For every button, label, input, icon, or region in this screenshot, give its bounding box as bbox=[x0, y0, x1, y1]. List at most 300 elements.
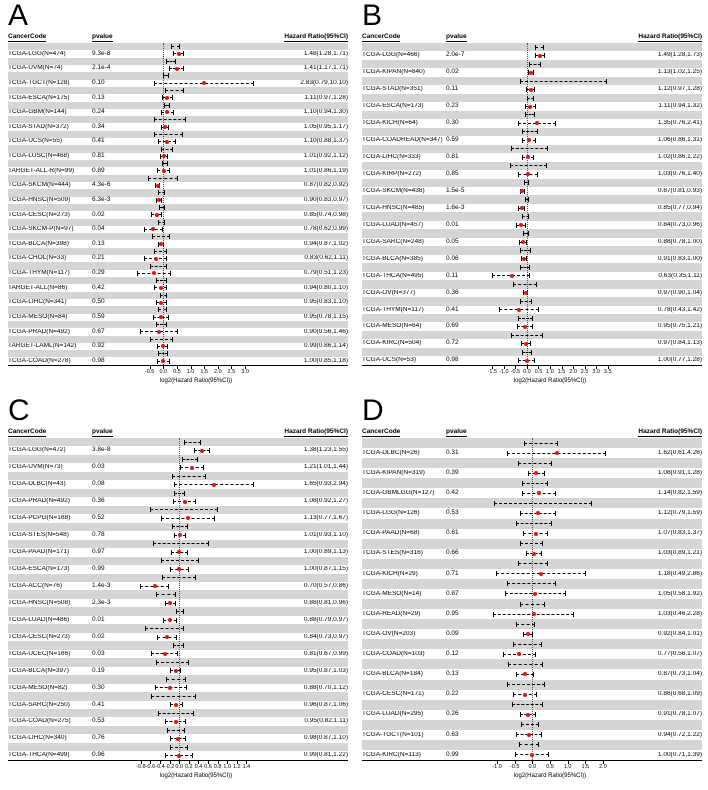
hazard-ratio-label: 0.92(0.84,1.01) bbox=[657, 630, 702, 637]
stripe-confidence-interval bbox=[510, 162, 547, 170]
pvalue-label: 2.1e-4 bbox=[92, 64, 111, 72]
forest-stripe bbox=[362, 599, 702, 609]
stripe-confidence-interval bbox=[518, 559, 548, 569]
panel-d bbox=[354, 395, 708, 790]
stripe-plot-cell bbox=[490, 519, 610, 529]
column-header-cancercode-text: CancerCode bbox=[8, 34, 46, 43]
pvalue-label: 0.71 bbox=[446, 569, 459, 577]
ci-dashed-line bbox=[520, 543, 543, 544]
stripe-confidence-interval bbox=[520, 539, 543, 549]
cancer-code-label: TCGA-BLCA(N=398) bbox=[8, 240, 69, 247]
forest-stripe bbox=[8, 321, 348, 328]
x-axis bbox=[362, 365, 702, 392]
column-header-cancercode bbox=[362, 429, 446, 438]
forest-row bbox=[8, 109, 348, 116]
pvalue-label: 0.42 bbox=[446, 489, 459, 497]
ci-dashed-line bbox=[154, 251, 167, 252]
stripe-plot-cell bbox=[136, 455, 256, 463]
ci-dashed-line bbox=[148, 178, 178, 179]
stripe-plot-cell bbox=[136, 72, 256, 79]
ci-dashed-line bbox=[512, 704, 543, 705]
cancer-code-label: TCGA-LGG(N=466) bbox=[362, 52, 420, 59]
axis-tick-label: 0.5 bbox=[534, 369, 543, 375]
forest-stripe bbox=[8, 607, 348, 615]
forest-row bbox=[8, 226, 348, 233]
row-plot-cell bbox=[136, 284, 256, 291]
stripe-plot-cell bbox=[490, 740, 610, 750]
pvalue-label: 0.41 bbox=[92, 137, 105, 145]
hazard-ratio-label: 1.14(0.82,1.59) bbox=[657, 490, 702, 497]
stripe-confidence-interval bbox=[158, 306, 168, 313]
hazard-ratio-label: 0.63(0.35,1.11) bbox=[658, 272, 702, 279]
column-header-pvalue bbox=[446, 429, 490, 438]
hazard-ratio-label: 1.00(0.77,1.28) bbox=[657, 357, 702, 364]
cancer-code-label: TCGA-KIRC(N=504) bbox=[362, 340, 422, 347]
ci-dashed-line bbox=[513, 644, 542, 645]
stripe-confidence-interval bbox=[527, 94, 534, 102]
cancer-code-label: TCGA-COAD(N=278) bbox=[8, 357, 71, 364]
forest-stripe bbox=[362, 246, 702, 254]
stripe-confidence-interval bbox=[145, 624, 184, 632]
forest-stripe bbox=[8, 641, 348, 649]
forest-stripe bbox=[8, 292, 348, 299]
forest-stripe bbox=[362, 498, 702, 508]
stripe-plot-cell bbox=[136, 624, 256, 632]
row-plot-cell bbox=[136, 211, 256, 218]
stripe-plot-cell bbox=[136, 743, 256, 751]
pvalue-label: 0.13 bbox=[446, 670, 459, 678]
ci-dashed-line bbox=[171, 46, 180, 47]
pvalue-label: 0.50 bbox=[92, 298, 105, 306]
cancer-code-label: TCGA-KICH(N=64) bbox=[362, 120, 418, 127]
stripe-confidence-interval bbox=[523, 229, 529, 237]
forest-row bbox=[362, 508, 702, 518]
pvalue-label: 0.61 bbox=[446, 529, 459, 537]
row-plot-cell bbox=[490, 549, 610, 559]
hazard-ratio-label: 0.94(0.80,1.10) bbox=[303, 284, 348, 291]
ci-dashed-line bbox=[158, 713, 194, 714]
row-plot-cell bbox=[136, 226, 256, 233]
x-axis-label: log2(Hazard Ratio(95%CI)) bbox=[159, 773, 233, 779]
row-plot-cell bbox=[136, 240, 256, 247]
axis-tick-label: -1.0 bbox=[492, 764, 502, 770]
pvalue-label: 0.39 bbox=[446, 468, 459, 476]
point-estimate-dot bbox=[155, 213, 159, 217]
row-plot-cell bbox=[136, 357, 256, 364]
forest-stripe bbox=[362, 43, 702, 51]
forest-stripe bbox=[8, 277, 348, 284]
forest-row bbox=[8, 240, 348, 247]
row-plot-cell bbox=[490, 730, 610, 740]
hazard-ratio-label: 1.03(0.46,2.28) bbox=[657, 610, 702, 617]
axis-tick-label: 1.5 bbox=[557, 369, 566, 375]
stripe-confidence-interval bbox=[508, 659, 543, 669]
cancer-code-label: TCGA-COAD(N=275) bbox=[8, 718, 71, 725]
forest-rows bbox=[8, 43, 348, 365]
forest-stripe bbox=[8, 204, 348, 211]
stripe-confidence-interval bbox=[152, 233, 170, 240]
stripe-plot-cell bbox=[136, 472, 256, 480]
row-plot-cell bbox=[490, 589, 610, 599]
cancer-code-label: TCGA-DLBC(N=26) bbox=[362, 449, 420, 456]
forest-row bbox=[362, 529, 702, 539]
forest-stripe bbox=[8, 506, 348, 514]
cancer-code-label: TCGA-BLCA(N=184) bbox=[362, 671, 423, 678]
stripe-confidence-interval bbox=[166, 58, 176, 65]
stripe-plot-cell bbox=[136, 160, 256, 167]
row-plot-cell bbox=[136, 123, 256, 130]
hazard-ratio-label: 0.88(0.78,1.00) bbox=[657, 238, 702, 245]
row-plot-cell bbox=[136, 197, 256, 204]
stripe-plot-cell bbox=[136, 131, 256, 138]
stripe-confidence-interval bbox=[158, 189, 165, 196]
forest-row bbox=[8, 153, 348, 160]
hazard-ratio-label: 0.99(0.81,1.22) bbox=[303, 752, 348, 759]
pvalue-label: 0.26 bbox=[446, 710, 459, 718]
ci-dashed-line bbox=[156, 662, 189, 663]
forest-row bbox=[362, 272, 702, 280]
forest-row bbox=[362, 322, 702, 330]
pvalue-label: 0.67 bbox=[92, 327, 105, 335]
axis-tick-label: 1.0 bbox=[223, 764, 232, 770]
forest-row bbox=[8, 667, 348, 675]
ci-dashed-line bbox=[156, 324, 167, 325]
stripe-confidence-interval bbox=[153, 540, 209, 548]
stripe-confidence-interval bbox=[516, 519, 551, 529]
stripe-confidence-interval bbox=[154, 131, 183, 138]
point-estimate-dot bbox=[529, 71, 533, 75]
pvalue-label: 0.02 bbox=[92, 210, 105, 218]
pvalue-label: 2.3e-3 bbox=[92, 598, 111, 606]
cancer-code-label: TCGA-HNSC(N=485) bbox=[362, 204, 425, 211]
hazard-ratio-label: 1.00(0.87,1.15) bbox=[303, 566, 348, 573]
stripe-plot-cell bbox=[490, 297, 610, 305]
forest-chart bbox=[8, 425, 348, 787]
ci-dashed-line bbox=[520, 301, 532, 302]
ci-dashed-line bbox=[182, 459, 199, 460]
cancer-code-label: TCGA-HNSC(N=509) bbox=[8, 196, 71, 203]
axis-tick-label: 2.0 bbox=[213, 369, 222, 375]
x-axis bbox=[8, 760, 348, 787]
forest-stripe bbox=[8, 131, 348, 138]
forest-row bbox=[8, 65, 348, 72]
forest-stripe bbox=[362, 539, 702, 549]
pvalue-label: 3.8e-8 bbox=[92, 446, 111, 454]
forest-stripe bbox=[362, 195, 702, 203]
stripe-confidence-interval bbox=[176, 607, 184, 615]
axis-tick-label: 0.6 bbox=[204, 764, 212, 770]
ci-dashed-line bbox=[162, 163, 168, 164]
panel-c bbox=[0, 395, 354, 790]
point-estimate-dot bbox=[177, 754, 181, 758]
x-axis-label: log2(Hazard Ratio(95%CI)) bbox=[513, 378, 587, 384]
stripe-confidence-interval bbox=[161, 145, 173, 152]
forest-row bbox=[362, 448, 702, 458]
forest-row bbox=[8, 328, 348, 335]
ci-dashed-line bbox=[158, 309, 168, 310]
stripe-confidence-interval bbox=[167, 726, 185, 734]
stripe-confidence-interval bbox=[148, 175, 178, 182]
ci-dashed-line bbox=[535, 47, 544, 48]
forest-stripe bbox=[362, 348, 702, 356]
point-estimate-dot bbox=[532, 612, 536, 616]
x-axis bbox=[362, 760, 702, 787]
ci-dashed-line bbox=[518, 318, 533, 319]
point-estimate-dot bbox=[523, 693, 527, 697]
forest-row bbox=[362, 85, 702, 93]
forest-row bbox=[8, 314, 348, 321]
pvalue-label: 0.72 bbox=[446, 339, 459, 347]
forest-stripe bbox=[362, 559, 702, 569]
axis-tick-label: 3.0 bbox=[592, 369, 600, 375]
forest-stripe bbox=[8, 350, 348, 357]
axis-tick-label: 1.0 bbox=[546, 369, 554, 375]
ci-dashed-line bbox=[520, 250, 532, 251]
pvalue-label: 0.09 bbox=[446, 629, 459, 637]
row-plot-cell bbox=[490, 649, 610, 659]
forest-row bbox=[362, 187, 702, 195]
column-header-hazard-ratio-text: Hazard Ratio(95%CI) bbox=[638, 429, 702, 438]
forest-chart bbox=[8, 30, 348, 392]
ci-dashed-line bbox=[518, 463, 552, 464]
pvalue-label: 0.13 bbox=[92, 93, 105, 101]
cancer-code-label: TCGA-ESCA(N=173) bbox=[362, 103, 424, 110]
panel-b bbox=[354, 0, 708, 395]
ci-dashed-line bbox=[154, 119, 187, 120]
forest-row bbox=[8, 50, 348, 57]
cancer-code-label: TCGA-CESC(N=171) bbox=[362, 691, 424, 698]
cancer-code-label: TCGA-THYM(N=117) bbox=[8, 270, 70, 277]
cancer-code-label: TCGA-READ(N=29) bbox=[362, 610, 421, 617]
point-estimate-dot bbox=[524, 291, 528, 295]
stripe-plot-cell bbox=[490, 128, 610, 136]
pvalue-label: 0.04 bbox=[92, 225, 105, 233]
cancer-code-label: TARGET-ALL(N=86) bbox=[8, 284, 68, 291]
forest-row bbox=[362, 669, 702, 679]
hazard-ratio-label: 1.00(0.71,1.39) bbox=[657, 751, 702, 758]
ci-dashed-line bbox=[524, 182, 529, 183]
axis-tick-label: 0.5 bbox=[173, 369, 181, 375]
forest-row bbox=[8, 357, 348, 364]
stripe-plot-cell bbox=[490, 77, 610, 85]
stripe-confidence-interval bbox=[154, 248, 167, 255]
stripe-plot-cell bbox=[490, 195, 610, 203]
pvalue-label: 0.11 bbox=[446, 271, 459, 279]
hazard-ratio-label: 1.21(1.01,1.44) bbox=[303, 464, 348, 471]
forest-row bbox=[8, 211, 348, 218]
hazard-ratio-label: 0.95(0.78,1.15) bbox=[303, 313, 348, 320]
forest-row bbox=[8, 751, 348, 759]
stripe-plot-cell bbox=[136, 277, 256, 284]
hazard-ratio-label: 0.81(0.67,0.99) bbox=[303, 650, 348, 657]
hazard-ratio-label: 1.01(0.93,1.10) bbox=[303, 532, 348, 539]
forest-row bbox=[362, 649, 702, 659]
stripe-confidence-interval bbox=[524, 179, 529, 187]
row-plot-cell bbox=[136, 701, 256, 709]
stripe-confidence-interval bbox=[163, 72, 169, 79]
point-estimate-dot bbox=[529, 88, 533, 92]
cancer-code-label: TARGET-ALL-R(N=99) bbox=[8, 167, 75, 174]
pvalue-label: 0.99 bbox=[92, 565, 105, 573]
cancer-code-label: TCGA-LUAD(N=486) bbox=[8, 616, 70, 623]
stripe-confidence-interval bbox=[162, 160, 168, 167]
point-estimate-dot bbox=[520, 206, 524, 210]
pvalue-label: 0.59 bbox=[92, 312, 105, 320]
ci-dashed-line bbox=[170, 747, 188, 748]
forest-row bbox=[8, 343, 348, 350]
row-plot-cell bbox=[136, 65, 256, 72]
cancer-code-label: TCGA-LUAD(N=295) bbox=[362, 711, 424, 718]
panel-letter: D bbox=[362, 394, 384, 427]
stripe-plot-cell bbox=[490, 94, 610, 102]
column-headers bbox=[362, 30, 702, 43]
forest-stripe bbox=[362, 77, 702, 85]
row-plot-cell bbox=[490, 750, 610, 760]
row-plot-cell bbox=[136, 734, 256, 742]
pvalue-label: 0.03 bbox=[92, 463, 105, 471]
row-plot-cell bbox=[136, 446, 256, 454]
forest-stripe bbox=[8, 675, 348, 683]
stripe-confidence-interval bbox=[507, 680, 545, 690]
hazard-ratio-label: 1.06(0.86,1.31) bbox=[657, 137, 702, 144]
hazard-ratio-label: 1.10(0.88,1.37) bbox=[303, 138, 348, 145]
cancer-code-label: TCGA-UCS(N=55) bbox=[8, 138, 62, 145]
stripe-plot-cell bbox=[490, 162, 610, 170]
row-plot-cell bbox=[490, 102, 610, 110]
pvalue-label: 0.53 bbox=[446, 509, 459, 517]
forest-stripe bbox=[362, 438, 702, 448]
hazard-ratio-label: 1.03(0.76,1.40) bbox=[657, 171, 702, 178]
pvalue-label: 0.81 bbox=[446, 153, 459, 161]
stripe-plot-cell bbox=[490, 619, 610, 629]
ci-dashed-line bbox=[153, 543, 209, 544]
point-estimate-dot bbox=[526, 713, 530, 717]
stripe-confidence-interval bbox=[182, 455, 199, 463]
row-plot-cell bbox=[490, 306, 610, 314]
ci-dashed-line bbox=[172, 476, 206, 477]
stripe-confidence-interval bbox=[156, 277, 166, 284]
forest-row bbox=[8, 299, 348, 306]
forest-row bbox=[8, 123, 348, 130]
column-header-hazard-ratio-text: Hazard Ratio(95%CI) bbox=[638, 34, 702, 43]
row-plot-cell bbox=[136, 497, 256, 505]
forest-row bbox=[8, 599, 348, 607]
cancer-code-label: TCGA-KIPAN(N=840) bbox=[362, 69, 425, 76]
point-estimate-dot bbox=[212, 483, 216, 487]
point-estimate-dot bbox=[526, 155, 530, 159]
row-plot-cell bbox=[490, 170, 610, 178]
forest-stripe bbox=[8, 219, 348, 226]
ci-dashed-line bbox=[494, 503, 593, 504]
stripe-plot-cell bbox=[136, 336, 256, 343]
axis-tick-label: 2.0 bbox=[569, 369, 577, 375]
stripe-confidence-interval bbox=[516, 619, 535, 629]
panel-letter: C bbox=[8, 394, 30, 427]
forest-row bbox=[362, 339, 702, 347]
row-plot-cell bbox=[490, 85, 610, 93]
pvalue-label: 0.36 bbox=[446, 288, 459, 296]
ci-dashed-line bbox=[160, 295, 167, 296]
axis-tick-label: 1.0 bbox=[563, 764, 572, 770]
stripe-confidence-interval bbox=[525, 111, 535, 119]
point-estimate-dot bbox=[153, 584, 157, 588]
hazard-ratio-label: 0.88(0.79,0.97) bbox=[303, 616, 348, 623]
cancer-code-label: TCGA-CHOL(N=33) bbox=[8, 255, 67, 262]
forest-stripe bbox=[8, 160, 348, 167]
point-estimate-dot bbox=[157, 330, 161, 334]
pvalue-label: 0.41 bbox=[446, 305, 459, 313]
forest-rows bbox=[362, 43, 702, 365]
forest-stripe bbox=[8, 145, 348, 152]
point-estimate-dot bbox=[176, 737, 180, 741]
hazard-ratio-label: 1.08(0.92,1.27) bbox=[303, 498, 348, 505]
ci-dashed-line bbox=[511, 148, 548, 149]
stripe-plot-cell bbox=[490, 458, 610, 468]
forest-row bbox=[362, 710, 702, 720]
forest-stripe bbox=[8, 336, 348, 343]
hazard-ratio-label: 1.62(0.61,4.26) bbox=[657, 449, 702, 456]
row-plot-cell bbox=[490, 710, 610, 720]
hazard-ratio-label: 1.38(1.23,1.55) bbox=[303, 447, 348, 454]
row-plot-cell bbox=[136, 94, 256, 101]
row-plot-cell bbox=[136, 328, 256, 335]
ci-dashed-line bbox=[520, 267, 530, 268]
ci-dashed-line bbox=[161, 560, 199, 561]
stripe-confidence-interval bbox=[165, 87, 184, 94]
stripe-confidence-interval bbox=[154, 116, 187, 123]
ci-dashed-line bbox=[522, 483, 548, 484]
cancer-code-label: TCGA-LUSC(N=468) bbox=[8, 153, 70, 160]
forest-chart bbox=[362, 425, 702, 787]
row-plot-cell bbox=[490, 629, 610, 639]
stripe-plot-cell bbox=[490, 212, 610, 220]
axis-tick-label: -1.0 bbox=[499, 369, 509, 375]
row-plot-cell bbox=[136, 50, 256, 57]
stripe-confidence-interval bbox=[151, 692, 196, 700]
stripe-plot-cell bbox=[136, 726, 256, 734]
forest-row bbox=[362, 468, 702, 478]
hazard-ratio-label: 1.12(0.79,1.59) bbox=[657, 510, 702, 517]
hazard-ratio-label: 1.11(0.94,1.32) bbox=[658, 103, 702, 110]
stripe-plot-cell bbox=[136, 574, 256, 582]
stripe-plot-cell bbox=[136, 189, 256, 196]
row-plot-cell bbox=[136, 109, 256, 116]
stripe-plot-cell bbox=[490, 579, 610, 589]
hazard-ratio-label: 0.88(0.70,1.12) bbox=[303, 684, 348, 691]
stripe-plot-cell bbox=[136, 658, 256, 666]
forest-stripe bbox=[8, 43, 348, 50]
forest-row bbox=[8, 531, 348, 539]
forest-stripe bbox=[8, 489, 348, 497]
ci-dashed-line bbox=[145, 628, 184, 629]
axis-tick-label: 0.2 bbox=[184, 764, 193, 770]
row-plot-cell bbox=[136, 633, 256, 641]
stripe-confidence-interval bbox=[518, 314, 533, 322]
hazard-ratio-label: 0.90(0.83,0.97) bbox=[303, 196, 348, 203]
point-estimate-dot bbox=[174, 669, 178, 673]
column-header-cancercode-text: CancerCode bbox=[362, 34, 400, 43]
forest-row bbox=[8, 480, 348, 488]
forest-row bbox=[362, 119, 702, 127]
ci-dashed-line bbox=[527, 98, 534, 99]
forest-stripe bbox=[8, 557, 348, 565]
stripe-confidence-interval bbox=[522, 348, 531, 356]
column-header-cancercode bbox=[8, 34, 92, 43]
stripe-plot-cell bbox=[136, 262, 256, 269]
stripe-plot-cell bbox=[490, 498, 610, 508]
hazard-ratio-label: 0.91(0.83,1.00) bbox=[657, 255, 702, 262]
cancer-code-label: TCGA-TGCT(N=101) bbox=[362, 731, 424, 738]
